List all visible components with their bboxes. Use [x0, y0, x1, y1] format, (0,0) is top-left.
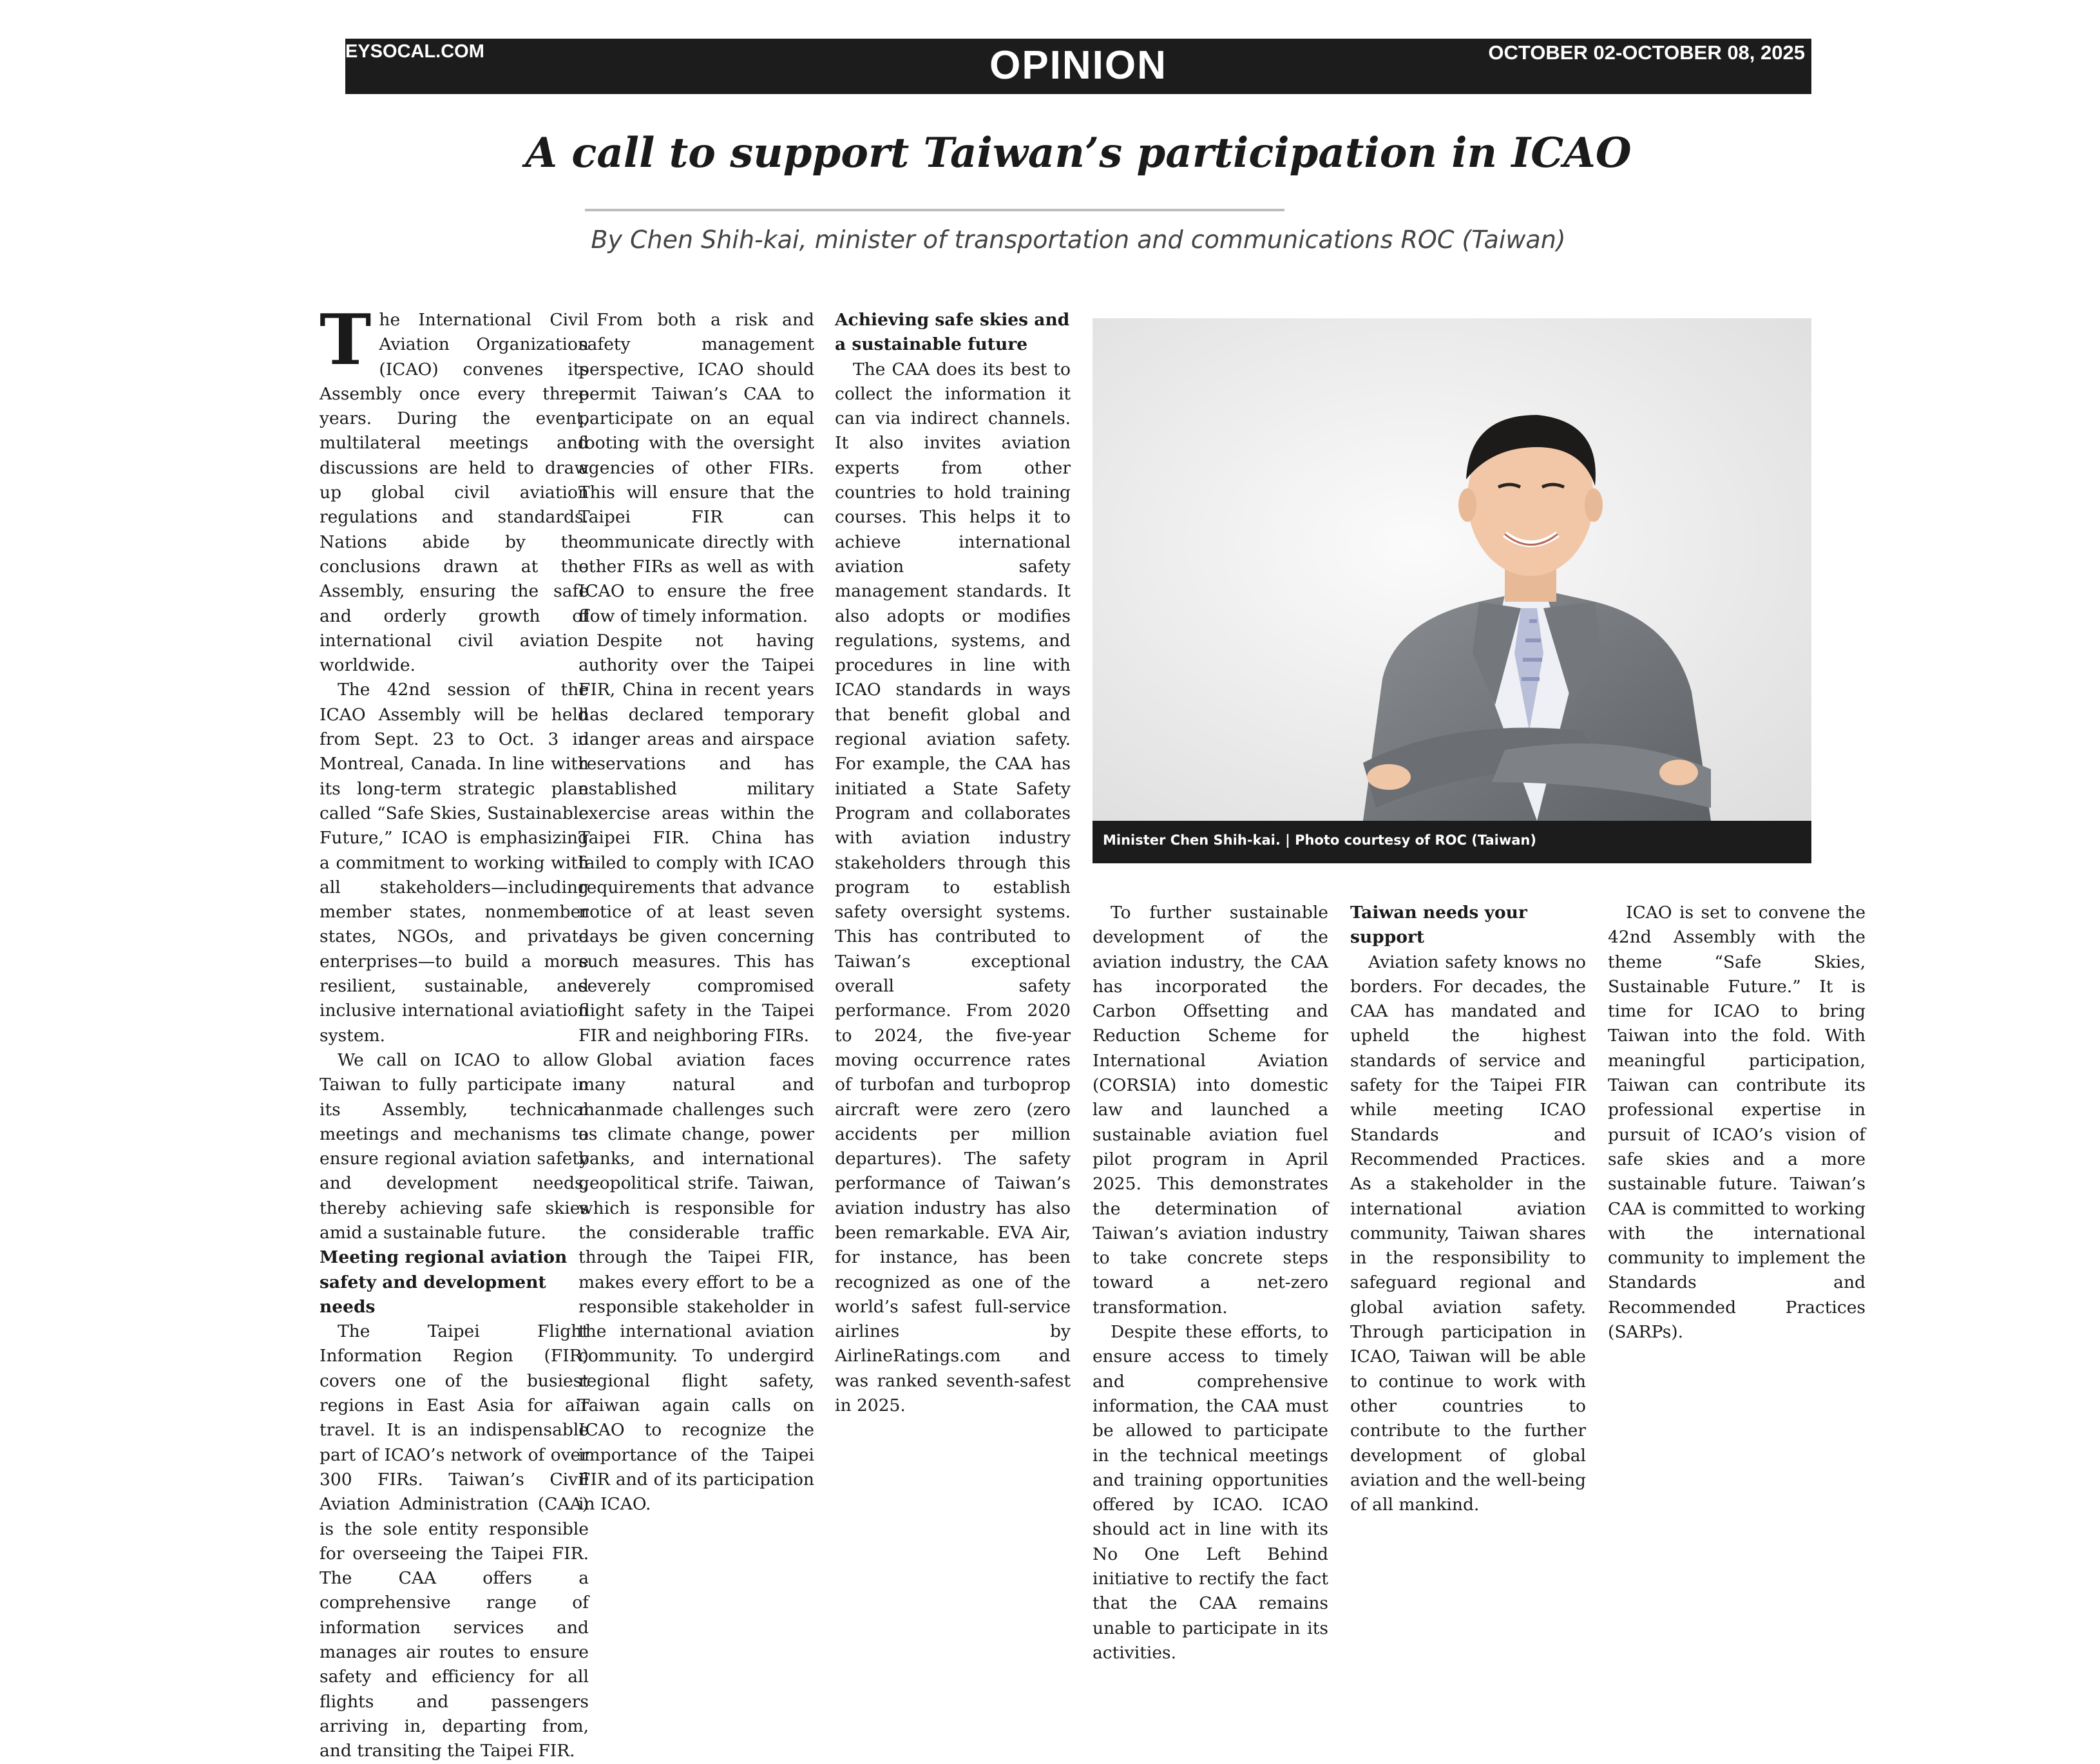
newspaper-page — [320, 39, 1866, 1761]
section-title: OPINION — [989, 43, 1167, 88]
article-column-5 — [1350, 901, 1586, 1532]
article-column-2 — [578, 308, 814, 1532]
article-paragraph: The Taipei Flight Information Region (FIR) covers one of the busiest regions in East Asia for air travel. It is an indispensable part of ICAO’s network of over 300 FIRs. Taiwan’s Civil Aviation Administration (CAA) is the sole entity responsible for overseeing the Taipei FIR. The CAA offers a comprehensive range of information services and manages air routes to ensure safety and efficiency for all flights and passengers arriving in, departing from, and transiting the Taipei FIR. — [320, 1321, 589, 1761]
article-paragraph: The 42nd session of the ICAO Assembly will be held from Sept. 23 to Oct. 3 in Montreal, Canada. In line with its long-term strategic plan called “Safe Skies, Sustainable Future,” ICAO is emphasizing a commitment to working with all stakeholders—including member states, nonmember states, NGOs, and private enterprises—to build a more resilient, sustainable, and inclusive international aviation system. — [320, 680, 589, 1046]
article-paragraph: Global aviation faces many natural and manmade challenges such as climate change, power banks, and international geopolitical strife. Taiwan, which is responsible for the considerable traffic through the Taipei FIR, makes every effort to be a responsible stakeholder in the international aviation community. To undergird regional flight safety, Taiwan again calls on ICAO to recognize the importance of the Taipei FIR and of its participation in ICAO. — [578, 1050, 814, 1515]
article-column-6 — [1608, 901, 1866, 1532]
issue-date: OCTOBER 02-OCTOBER 08, 2025 — [1488, 41, 1805, 64]
portrait-illustration — [1093, 318, 1811, 821]
article-paragraph: ICAO is set to convene the 42nd Assembly with the theme “Safe Skies, Sustainable Future.” It is time for ICAO to bring Taiwan into the fold. With meaningful participation, Taiwan can contribute its professional expertise in pursuit of ICAO’s vision of safe skies and a more sustainable future. Taiwan’s CAA is committed to working with the international community to implement the Standards and Recommended Practices (SARPs). — [1608, 903, 1866, 1343]
section-subhead: Meeting regional aviation safety and development needs — [320, 1247, 568, 1317]
article-byline: By Chen Shih-kai, minister of transportation and communications ROC (Taiwan) — [591, 225, 1566, 254]
section-subhead: Achieving safe skies and a sustainable future — [835, 310, 1070, 355]
photo-caption: Minister Chen Shih-kai. | Photo courtesy of ROC (Taiwan) — [1103, 832, 1536, 848]
article-paragraph: From both a risk and safety management perspective, ICAO should permit Taiwan’s CAA to participate on an equal footing with the oversight agencies of other FIRs. This will ensure that the Taipei FIR can communicate directly with other FIRs as well as with ICAO to ensure the free flow of timely information. — [578, 310, 814, 626]
photo-caption-bar — [1093, 821, 1811, 863]
section-subhead: Taiwan needs your support — [1350, 903, 1527, 948]
article-paragraph: Despite these efforts, to ensure access to timely and comprehensive information, the CAA must be allowed to participate in the technical meetings and training opportunities offered by ICAO. ICAO should act in line with its No One Left Behind initiative to rectify the fact that the CAA remains unable to participate in its activities. — [1093, 1322, 1328, 1663]
site-name: EYSOCAL.COM — [345, 41, 484, 62]
article-paragraph: Despite not having authority over the Taipei FIR, China in recent years has declared temporary danger areas and airspace reservations and has established military exercise areas within the Taipei FIR. China has failed to comply with ICAO requirements that advance notice of at least seven days be given concerning such measures. This has severely compromised flight safety in the Taipei FIR and neighboring FIRs. — [578, 630, 814, 1046]
headline-divider — [585, 209, 1284, 211]
page-header-bar — [345, 39, 1811, 94]
article-column-3 — [835, 308, 1071, 1532]
article-paragraph: To further sustainable development of the aviation industry, the CAA has incorporated the Carbon Offsetting and Reduction Scheme for International Aviation (CORSIA) into domestic law and launched a sustainable aviation fuel pilot program in April 2025. This demonstrates the determination of Taiwan’s aviation industry to take concrete steps toward a net-zero transformation. — [1093, 903, 1328, 1318]
article-paragraph: We call on ICAO to allow Taiwan to fully participate in its Assembly, technical meetings and mechanisms to ensure regional aviation safety and development needs, thereby achieving safe skies amid a sustainable future. — [320, 1050, 589, 1243]
article-headline: A call to support Taiwan’s participation in ICAO — [525, 129, 1632, 177]
article-paragraph: The CAA does its best to collect the information it can via indirect channels. It also invites aviation experts from other countries to hold training courses. This helps it to achieve international aviation safety management standards. It also adopts or modifies regulations, systems, and procedures in line with ICAO standards in ways that benefit global and regional aviation safety. For example, the CAA has initiated a State Safety Program and collaborates with aviation industry stakeholders through this program to establish safety oversight systems. This has contributed to Taiwan’s exceptional overall safety performance. From 2020 to 2024, the five-year moving occurrence rates of turbofan and turboprop aircraft were zero (zero accidents per million departures). The safety performance of Taiwan’s aviation industry has also been remarkable. EVA Air, for instance, has been recognized as one of the world’s safest full-service airlines by AirlineRatings.com and was ranked seventh-safest in 2025. — [835, 359, 1071, 1416]
article-column-4 — [1093, 901, 1328, 1663]
article-paragraph — [320, 300, 589, 678]
drop-cap: T — [320, 300, 372, 381]
article-paragraph: Aviation safety knows no borders. For decades, the CAA has mandated and upheld the highest standards of service and safety for the Taipei FIR while meeting ICAO Standards and Recommended Practices. As a stakeholder in the international aviation community, Taiwan shares in the responsibility to safeguard regional and global aviation safety. Through participation in ICAO, Taiwan will be able to continue to work with other countries to contribute to the further development of global aviation and the well-being of all mankind. — [1350, 952, 1586, 1515]
minister-photo — [1093, 318, 1811, 821]
article-column-1 — [320, 300, 589, 1761]
paragraph-text: he International Civil Aviation Organization (ICAO) convenes its Assembly once every three years. During the event, multilateral meetings and discussions are held to draw up global civil aviation regulations and standards. Nations abide by the conclusions drawn at the Assembly, ensuring the safe and orderly growth of international civil aviation worldwide. — [320, 310, 589, 676]
